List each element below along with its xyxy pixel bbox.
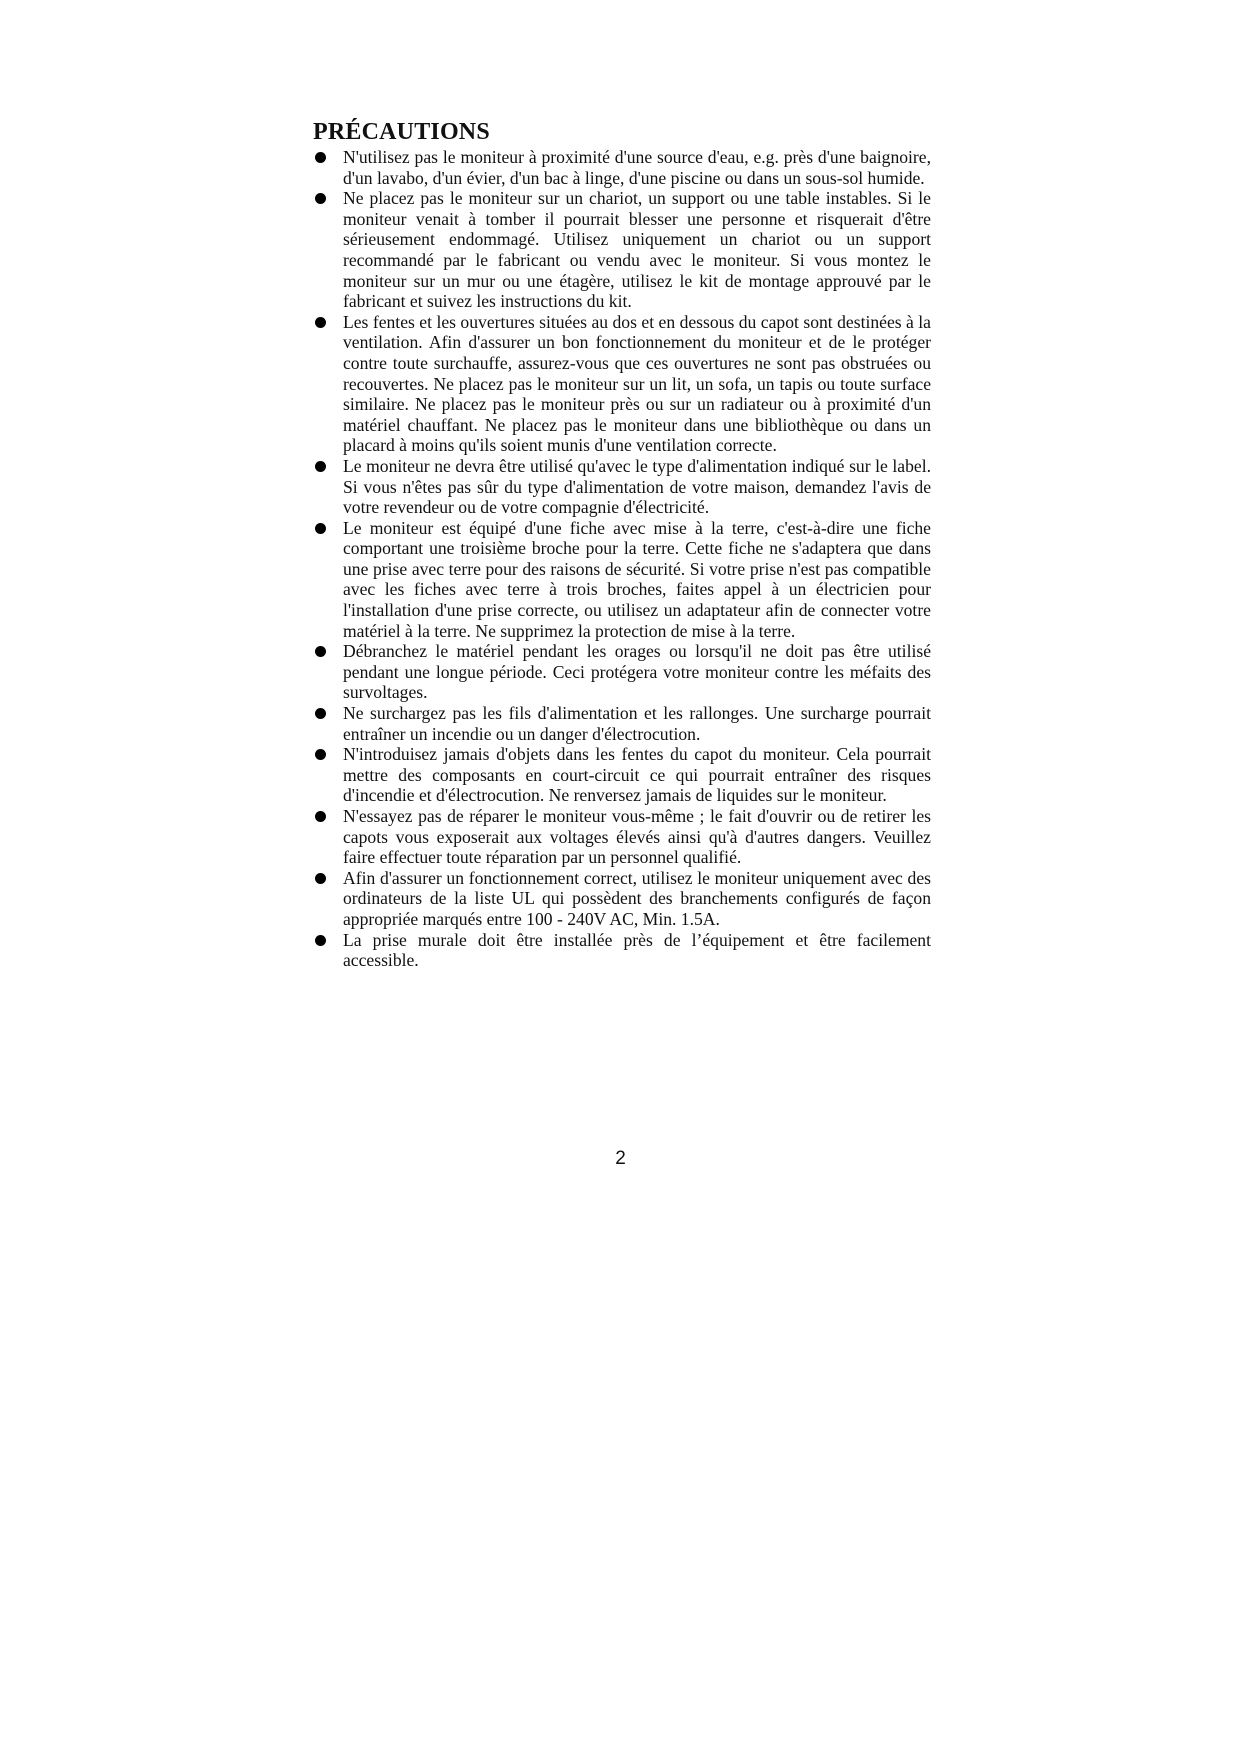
bullet-icon: [315, 193, 326, 204]
list-item: [313, 641, 931, 703]
list-item: [313, 744, 931, 806]
list-item: [313, 703, 931, 744]
list-item-text: Ne surchargez pas les fils d'alimentation et les rallonges. Une surcharge pourrait entraîner un incendie ou un danger d'électrocution.: [343, 703, 931, 744]
list-item-text: Débranchez le matériel pendant les orages ou lorsqu'il ne doit pas être utilisé pendant une longue période. Ceci protégera votre moniteur contre les méfaits des survoltages.: [343, 641, 931, 703]
list-item: [313, 868, 931, 930]
precautions-list: [313, 147, 931, 971]
bullet-icon: [315, 152, 326, 163]
list-item-text: Ne placez pas le moniteur sur un chariot, un support ou une table instables. Si le moniteur venait à tomber il pourrait blesser une personne et risquerait d'être sérieusement endommagé. Utilisez uniquement un chariot ou un support recommandé par le fabricant ou vendu avec le moniteur. Si vous montez le moniteur sur un mur ou une étagère, utilisez le kit de montage approuvé par le fabricant et suivez les instructions du kit.: [343, 188, 931, 312]
list-item-text: N'utilisez pas le moniteur à proximité d'une source d'eau, e.g. près d'une baignoire, d'un lavabo, d'un évier, d'un bac à linge, d'une piscine ou dans un sous-sol humide.: [343, 147, 931, 188]
bullet-icon: [315, 873, 326, 884]
list-item-text: Le moniteur ne devra être utilisé qu'avec le type d'alimentation indiqué sur le label. Si vous n'êtes pas sûr du type d'alimentation de votre maison, demandez l'avis de votre revendeur ou de votre compagnie d'électricité.: [343, 455, 931, 518]
list-item-text: Le moniteur est équipé d'une fiche avec mise à la terre, c'est-à-dire une fiche comportant une troisième broche pour la terre. Cette fiche ne s'adaptera que dans une prise avec terre pour des raisons de sécurité. Si votre prise n'est pas compatible avec les fiches avec terre à trois broches, faites appel à un électricien pour l'installation d'une prise correcte, ou utilisez un adaptateur afin de connecter votre matériel à la terre. Ne supprimez la protection de mise à la terre.: [343, 517, 931, 641]
bullet-icon: [315, 708, 326, 719]
list-item: [313, 806, 931, 868]
list-item: [313, 456, 931, 518]
list-item-text: Afin d'assurer un fonctionnement correct, utilisez le moniteur uniquement avec des ordinateurs de la liste UL qui possèdent des branchements configurés de façon appropriée marqués entre 100 - 240V AC, Min. 1.5A.: [343, 867, 931, 929]
bullet-icon: [315, 935, 326, 946]
list-item-text: La prise murale doit être installée près de l’équipement et être facilement accessible.: [343, 929, 931, 971]
list-item: [313, 312, 931, 456]
bullet-icon: [315, 523, 326, 534]
list-item: [313, 188, 931, 312]
bullet-icon: [315, 749, 326, 760]
list-item-text: N'introduisez jamais d'objets dans les fentes du capot du moniteur. Cela pourrait mettre des composants en court-circuit ce qui pourrait entraîner des risques d'incendie et d'électrocution. Ne renversez jamais de liquides sur le moniteur.: [343, 744, 931, 806]
bullet-icon: [315, 461, 326, 472]
list-item-text: N'essayez pas de réparer le moniteur vous-même ; le fait d'ouvrir ou de retirer les capots vous exposerait aux voltages élevés ainsi qu'à d'autres dangers. Veuillez faire effectuer toute réparation par un personnel qualifié.: [343, 806, 931, 868]
list-item: [313, 930, 931, 971]
bullet-icon: [315, 317, 326, 328]
list-item: [313, 518, 931, 642]
page-title: PRÉCAUTIONS: [313, 119, 490, 145]
page-number: 2: [615, 1148, 626, 1169]
list-item-text: Les fentes et les ouvertures situées au dos et en dessous du capot sont destinées à la ventilation. Afin d'assurer un bon fonctionnement du moniteur et de le protéger contre toute surchauffe, assurez-vous que ces ouvertures ne sont pas obstruées ou recouvertes. Ne placez pas le moniteur sur un lit, un sofa, un tapis ou toute surface similaire. Ne placez pas le moniteur près ou sur un radiateur ou à proximité d'un matériel chauffant. Ne placez pas le moniteur dans une bibliothèque ou dans un placard à moins qu'ils soient munis d'une ventilation correcte.: [343, 311, 931, 456]
bullet-icon: [315, 811, 326, 822]
bullet-icon: [315, 646, 326, 657]
precautions-section: [313, 118, 931, 971]
list-item: [313, 147, 931, 188]
